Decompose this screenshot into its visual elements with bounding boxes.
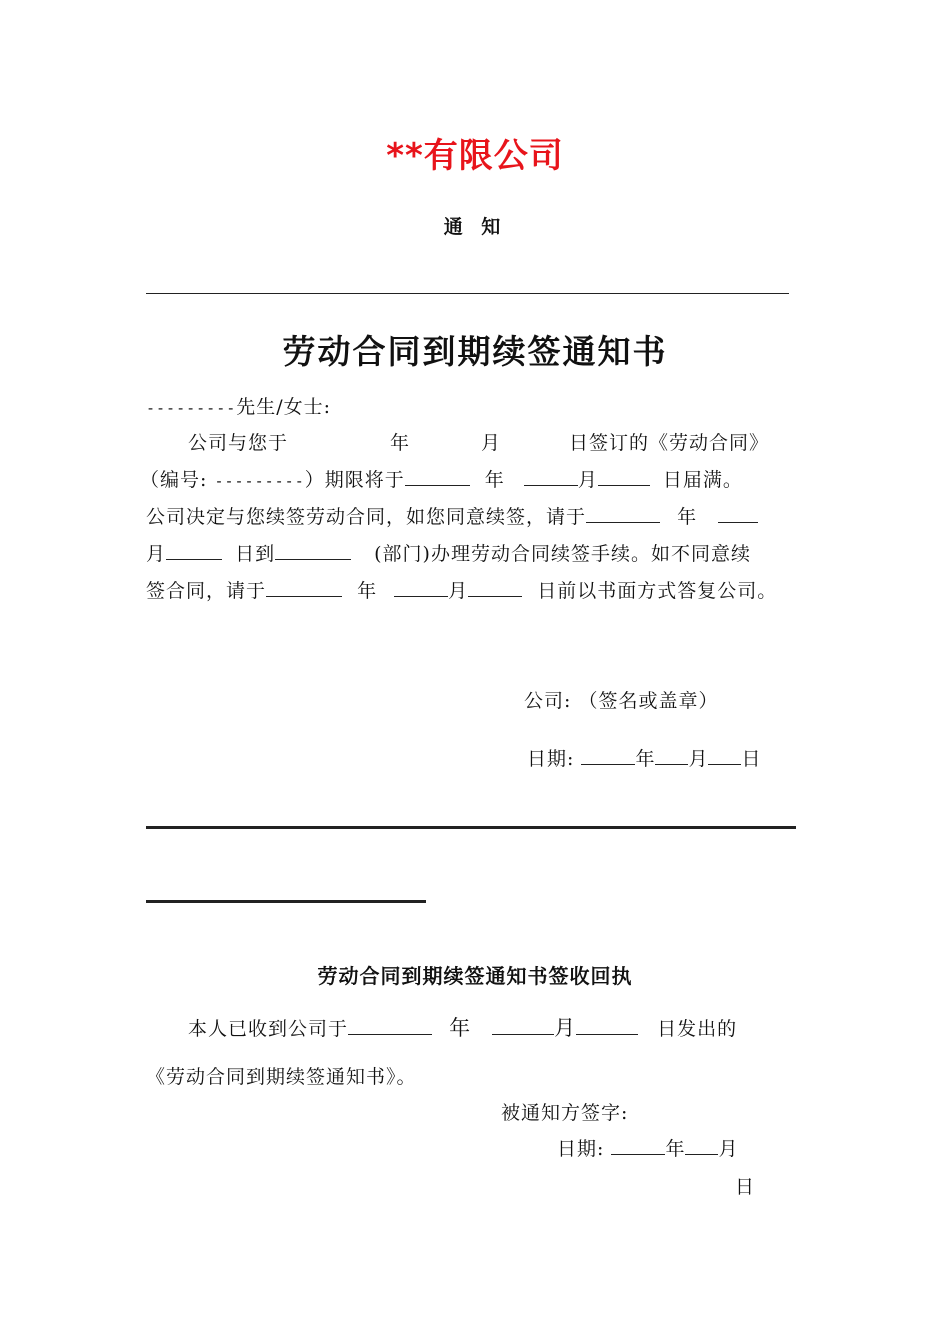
contract-number-label: （编号: bbox=[140, 469, 208, 491]
blank-expire-month[interactable] bbox=[524, 467, 578, 486]
p1-month-label: 月 bbox=[481, 432, 502, 454]
paragraph-line-1: 公司与您于 bbox=[188, 432, 289, 454]
p2-expire-label: 日届满。 bbox=[662, 469, 743, 491]
blank-renew-year[interactable] bbox=[586, 504, 660, 523]
blank-receipt-date-month[interactable] bbox=[685, 1136, 718, 1155]
blank-notice-year[interactable] bbox=[581, 746, 635, 765]
term-expire-label: ）期限将于 bbox=[304, 469, 405, 491]
document-title: 劳动合同到期续签通知书 bbox=[282, 332, 668, 371]
company-label: 公司: bbox=[524, 690, 572, 712]
blank-renew-month[interactable] bbox=[718, 504, 758, 523]
p4-to-label: 日到 bbox=[235, 543, 276, 565]
blank-renew-day[interactable] bbox=[166, 541, 222, 560]
receipt-title: 劳动合同到期续签通知书签收回执 bbox=[317, 964, 633, 988]
header-divider bbox=[146, 293, 789, 294]
receipt-date-day-label: 日 bbox=[735, 1176, 756, 1198]
p1-day-signed: 日签订的《劳动合同》 bbox=[569, 432, 770, 454]
reply-deadline-text: 签合同，请于 bbox=[146, 580, 267, 602]
blank-reply-day[interactable] bbox=[468, 578, 522, 597]
receipt-received-text: 本人已收到公司于 bbox=[188, 1018, 349, 1040]
notice-heading: 通 知 bbox=[443, 216, 507, 238]
p5-month-label: 月 bbox=[448, 580, 469, 602]
salutation-dashes: --------- bbox=[146, 399, 237, 417]
blank-receipt-day[interactable] bbox=[576, 1016, 638, 1035]
p5-end-text: 日前以书面方式答复公司。 bbox=[537, 580, 778, 602]
p4-department-text: (部门)办理劳动合同续签手续。如不同意续 bbox=[374, 543, 751, 565]
p2-month-label: 月 bbox=[577, 469, 598, 491]
company-signature-line bbox=[524, 686, 718, 713]
date-year-label: 年 bbox=[635, 748, 656, 770]
paragraph-line-4 bbox=[146, 539, 751, 566]
p2-year-label: 年 bbox=[484, 469, 505, 491]
blank-expire-year[interactable] bbox=[405, 467, 470, 486]
receipt-date-year-label: 年 bbox=[665, 1138, 686, 1160]
receipt-issued-text: 日发出的 bbox=[657, 1018, 738, 1040]
date-label: 日期: bbox=[527, 748, 575, 770]
blank-receipt-date-year[interactable] bbox=[611, 1136, 665, 1155]
paragraph-line-2 bbox=[140, 465, 743, 492]
blank-receipt-month[interactable] bbox=[492, 1016, 554, 1035]
p1-year-label: 年 bbox=[390, 432, 411, 454]
receipt-month-label: 月 bbox=[554, 1016, 577, 1040]
sign-or-seal-hint: （签名或盖章） bbox=[578, 690, 719, 712]
receipt-line-2: 《劳动合同到期续签通知书》。 bbox=[146, 1066, 417, 1088]
paragraph-line-3 bbox=[146, 502, 758, 529]
blank-expire-day[interactable] bbox=[598, 467, 650, 486]
receipt-line-1 bbox=[188, 1012, 737, 1042]
paragraph-line-5 bbox=[146, 576, 777, 603]
blank-reply-month[interactable] bbox=[394, 578, 448, 597]
renewal-decision-text: 公司决定与您续签劳动合同，如您同意续签，请于 bbox=[146, 506, 587, 528]
receipt-signer-label: 被通知方签字: bbox=[501, 1102, 629, 1124]
blank-notice-month[interactable] bbox=[655, 746, 688, 765]
date-month-label: 月 bbox=[688, 748, 709, 770]
date-day-label: 日 bbox=[741, 748, 762, 770]
receipt-date-line bbox=[557, 1134, 738, 1161]
blank-reply-year[interactable] bbox=[266, 578, 342, 597]
p4-month-label: 月 bbox=[146, 543, 167, 565]
cut-line-short bbox=[146, 900, 426, 903]
company-name: **有限公司 bbox=[386, 136, 564, 176]
salutation-line bbox=[146, 392, 331, 419]
p3-year-label: 年 bbox=[677, 506, 698, 528]
notice-date-line bbox=[527, 744, 762, 771]
blank-department[interactable] bbox=[275, 541, 351, 560]
receipt-date-month-label: 月 bbox=[718, 1138, 739, 1160]
salutation-text: 先生/女士: bbox=[236, 396, 332, 418]
cut-line-long bbox=[146, 826, 796, 829]
receipt-year-label: 年 bbox=[449, 1016, 472, 1040]
blank-receipt-year[interactable] bbox=[348, 1016, 432, 1035]
contract-number-dashes: --------- bbox=[214, 472, 305, 490]
receipt-date-label: 日期: bbox=[557, 1138, 605, 1160]
blank-notice-day[interactable] bbox=[708, 746, 741, 765]
p5-year-label: 年 bbox=[357, 580, 378, 602]
